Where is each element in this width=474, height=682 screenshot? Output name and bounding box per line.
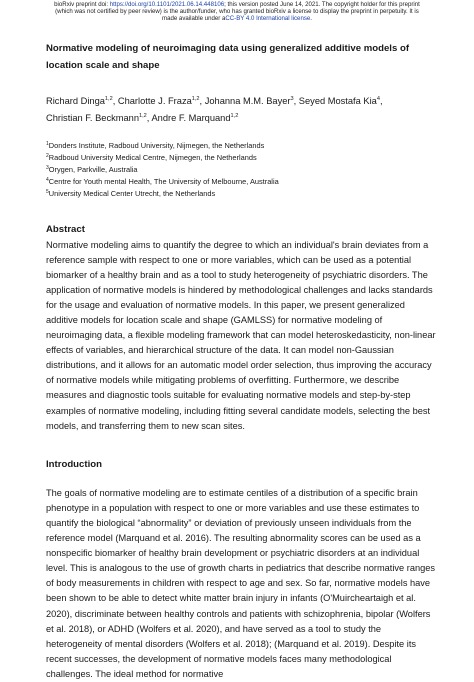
abstract-heading: Abstract <box>46 223 85 235</box>
paper-title: Normative modeling of neuroimaging data using generalized additive models of location scale and shape <box>46 43 410 71</box>
header-line-1: bioRxiv preprint doi: https://doi.org/10.1101/2021.06.14.448106; this version posted June 14, 2021. The copyright holder for this preprint <box>54 1 420 8</box>
author-list <box>46 93 436 126</box>
introduction-text: The goals of normative modeling are to estimate centiles of a distribution of a specific brain phenotype in a population with respect to one or more variables and use these estimates to quantify the biological “abnormality” or deviation of previously unseen individuals from the reference model (Marquand et al. 2016). The resulting abnormality scores can be used as a nonspecific biomarker of healthy brain development or psychiatric disorders at an individual level. This is analogous to the use of growth charts in pediatrics that describe normative ranges of body measurements in children with respect to age and sex. So far, normative models have been shown to be able to detect white matter brain injury in infants (O'Muircheartaigh et al. 2020), discriminate between healthy controls and patients with schizophrenia, bipolar (Wolfers et al. 2018), or ADHD (Wolfers et al. 2020), and have served as a tool to study the heterogeneity of mental disorders (Wolfers et al. 2018); (Marquand et al. 2019). Despite its recent successes, the development of normative models faces many methodological challenges. The ideal method for normative <box>46 487 436 679</box>
author-affiliation-mark: 1,2 <box>104 96 113 102</box>
author: Andre F. Marquand$^{1,2}$ <box>151 112 239 123</box>
affiliation-list <box>46 140 436 200</box>
author: Christian F. Beckmann$^{1,2}$, <box>46 112 152 123</box>
header-line-3: made available under aCC-BY 4.0 International license. <box>162 15 312 22</box>
author-affiliation-mark: 1,2 <box>191 96 200 102</box>
author-affiliation-mark: 3 <box>290 96 294 102</box>
author: Richard Dinga$^{1,2}$, <box>46 96 118 106</box>
introduction-heading: Introduction <box>46 458 102 470</box>
affiliation: $^1$Donders Institute, Radboud University, Nijmegen, the Netherlands <box>46 141 265 150</box>
license-link[interactable]: CC-BY 4.0 International license <box>225 15 311 22</box>
header-line-2: (which was not certified by peer review) is the author/funder, who has granted bioRxiv a license to display the preprint in perpetuity. It is <box>55 8 419 15</box>
author-affiliation-mark: 1,2 <box>230 112 239 119</box>
author-affiliation-mark: 1,2 <box>139 112 147 119</box>
affiliation: $^3$Orygen, Parkville, Australia <box>46 164 138 174</box>
doi-link[interactable]: https://doi.org/10.1101/2021.06.14.448106 <box>109 1 225 8</box>
author: Johanna M.M. Bayer$^3$, <box>204 96 299 106</box>
author-affiliation-mark: 4 <box>376 96 380 102</box>
affiliation: $^4$Centre for Youth mental Health, The University of Melbourne, Australia <box>46 176 279 186</box>
author: Charlotte J. Fraza$^{1,2}$, <box>117 96 205 106</box>
author: Seyed Mostafa Kia$^4$, <box>298 96 383 106</box>
preprint-header <box>0 1 474 22</box>
abstract-text: Normative modeling aims to quantify the degree to which an individual's brain deviates from a reference sample with respect to one or more variables, which can be used as a potential biomarker of a healthy brain and as a tool to study heterogeneity of psychiatric disorders. The application of normative models is hindered by methodological challenges and lacks standards for the usage and evaluation of normative models. In this paper, we present generalized additive models for location scale and shape (GAMLSS) for normative modeling of neuroimaging data, a flexible modeling framework that can model heteroskedasticity, non-linear effects of variables, and hierarchical structure of the data. It can model non-Gaussian distributions, and it allows for an automatic model order selection, thus improving the accuracy of normative models while mitigating problems of overfitting. Furthermore, we describe measures and diagnostic tools suitable for evaluating normative models and step-by-step examples of normative modeling, including fitting several candidate models, selecting the best models, and transferring them to new scan sites. <box>46 239 436 431</box>
paper-page <box>46 40 436 682</box>
affiliation: $^2$Radboud University Medical Centre, Nijmegen, the Netherlands <box>46 152 257 162</box>
affiliation: $^5$University Medical Center Utrecht, the Netherlands <box>46 188 216 198</box>
